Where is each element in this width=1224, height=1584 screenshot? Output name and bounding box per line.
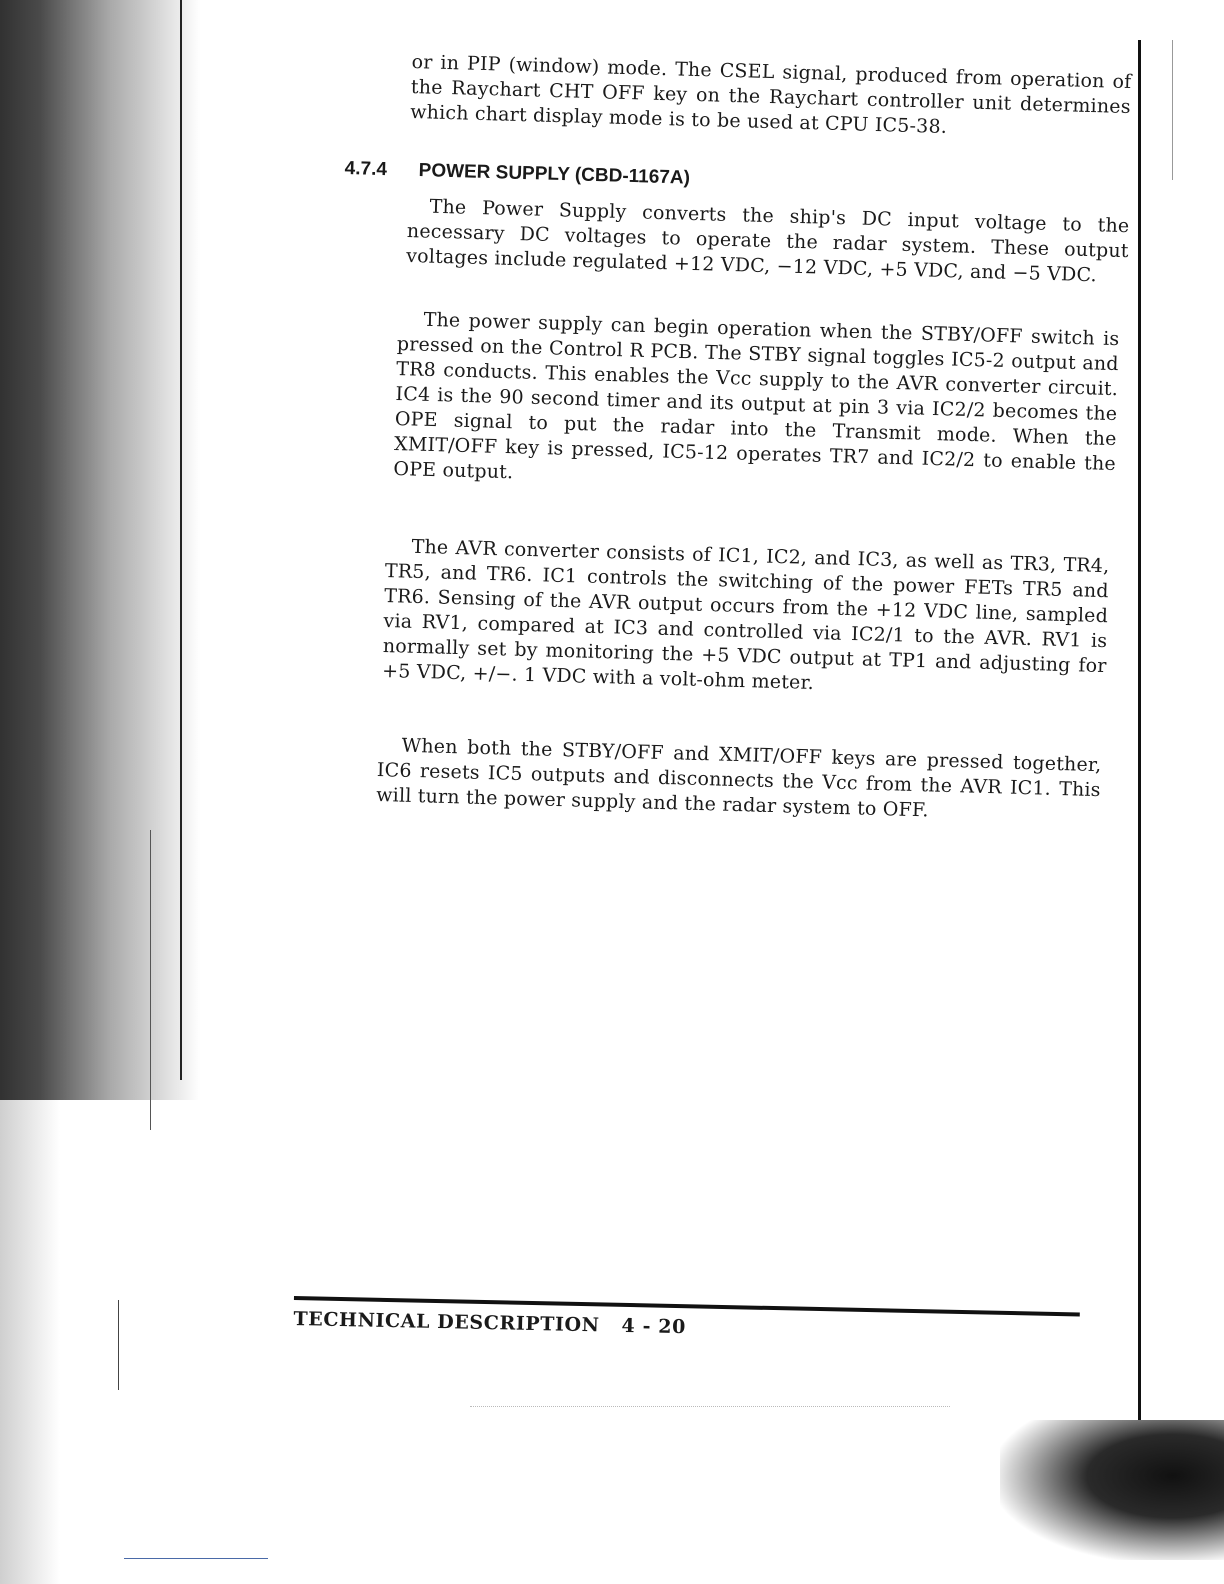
section-number: 4.7.4 — [344, 158, 388, 181]
paragraph-power-supply-overview: The Power Supply converts the ship's DC input voltage to the necessary DC voltages to operate the radar system. These output voltages include regulated +12 VDC, −12 VDC, +5 VDC, and −5 VDC. — [405, 195, 1130, 287]
footer-text — [293, 1308, 686, 1338]
section-heading — [344, 158, 764, 192]
paragraph-avr-converter: The AVR converter consists of IC1, IC2, and IC3, as well as TR3, TR4, TR5, and TR6. IC1 controls the switching of the power FETs TR5 and TR6. Sensing of the AVR output occurs from the +12 VDC line, sampled via RV1, compared at IC3 and controlled via IC2/1 to the AVR. RV1 is normally set by monitoring the +5 VDC output at TP1 and adjusting for +5 VDC, +/−. 1 VDC with a volt-ohm meter. — [381, 535, 1110, 695]
footer-page-number: 4 - 20 — [621, 1314, 687, 1339]
page-footer — [293, 1296, 1084, 1339]
footer-label: TECHNICAL DESCRIPTION — [293, 1307, 600, 1337]
intro-paragraph: or in PIP (window) mode. The CSEL signal, produced from operation of the Raychart CHT OFF key on the Raychart controller unit determines which chart display mode is to be used at CPU IC5-38. — [409, 50, 1132, 138]
section-title: POWER SUPPLY (CBD-1167A) — [418, 160, 691, 189]
paragraph-power-off: When both the STBY/OFF and XMIT/OFF keys are pressed together, IC6 resets IC5 outputs and disconnects the Vcc from the AVR IC1. This will turn the power supply and the radar system to OFF. — [375, 734, 1102, 822]
paragraph-power-supply-operation: The power supply can begin operation when the STBY/OFF switch is pressed on the Control R PCB. The STBY signal toggles IC5-2 output and TR8 conducts. This enables the Vcc supply to the AVR converter circuit. IC4 is the 90 second timer and its output at pin 3 via IC2/2 becomes the OPE signal to put the radar into the Transmit mode. When the XMIT/OFF key is pressed, IC5-12 operates TR7 and IC2/2 to enable the OPE output. — [393, 308, 1120, 484]
